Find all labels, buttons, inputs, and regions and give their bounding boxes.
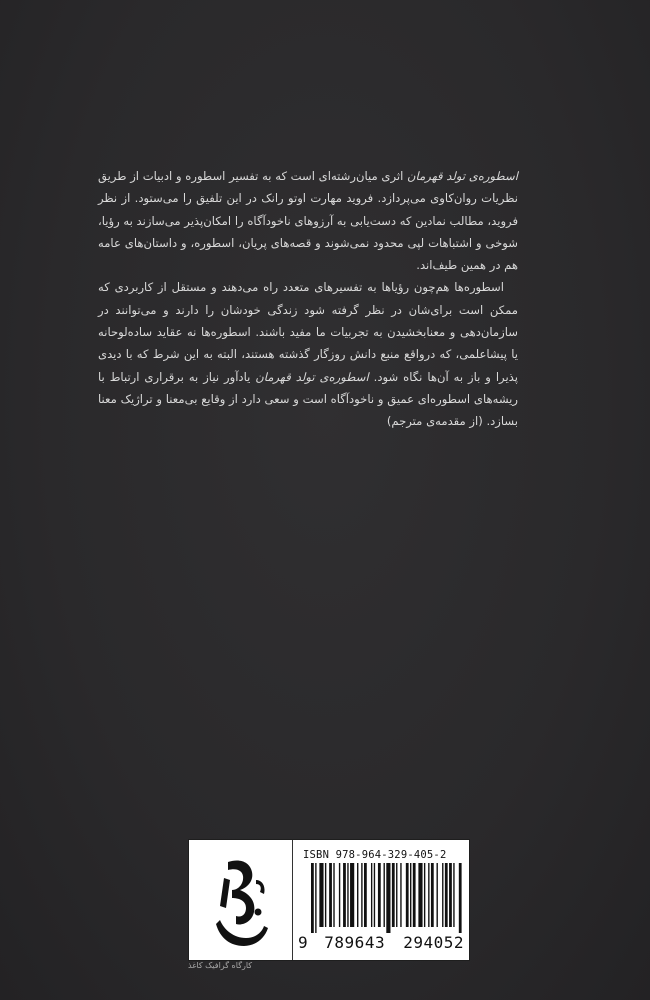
ean-right-group: 294052: [403, 933, 465, 952]
ean-first-digit: 9: [298, 933, 309, 952]
ean-left-group: 789643: [324, 933, 386, 952]
barcode-bar: [459, 863, 462, 933]
book-title-inline: اسطوره‌ی تولد قهرمان: [407, 169, 518, 183]
publisher-logo: [189, 840, 293, 960]
barcode-bars: [311, 863, 463, 933]
barcode-bar: [361, 863, 362, 927]
barcode-bar: [364, 863, 367, 927]
barcode-bar: [319, 863, 323, 927]
barcode-bar: [329, 863, 332, 927]
barcode-bar: [437, 863, 438, 927]
blurb-paragraph-2: [98, 276, 518, 432]
isbn-area: [293, 840, 469, 960]
barcode-box: [188, 839, 470, 961]
barcode-bar: [400, 863, 401, 927]
blurb-paragraph-2-body: یادآور نیاز به برقراری ارتباط با ریشه‌های اسطوره‌ای عمیق و ناخودآگاه است و سعی دارد از وقایع بی‌معنا و تراژیک معنا بسازد. (از مقدمه‌ی مترجم): [98, 369, 518, 429]
blurb-paragraph-1-body: اثری میان‌رشته‌ای است که به تفسیر اسطوره و ادبیات از طریق نظریات روان‌کاوی می‌پردازد. فروید مهارت اوتو رانک در این تلفیق را می‌ستود. از نظر فروید، مطالب نمادین که دست‌یابی به آرزوهای ناخودآگاه را امکان‌پذیر می‌سازند به رؤیا، شوخی و اشتباهات لپی محدود نمی‌شوند و قصه‌های پریان، اسطوره، و داستان‌های عامه هم در همین طیف‌اند.: [98, 169, 518, 273]
barcode-bar: [410, 863, 411, 927]
barcode-bar: [343, 863, 346, 927]
barcode-bar: [406, 863, 409, 927]
publisher-logo-icon: [206, 850, 276, 950]
barcode-bar: [442, 863, 443, 927]
barcode-bar: [413, 863, 416, 927]
barcode-bar: [431, 863, 434, 927]
blurb-text: [98, 165, 518, 433]
barcode-bar: [315, 863, 316, 933]
ean-digits: [298, 933, 468, 952]
barcode-bar: [386, 863, 390, 933]
barcode-bar: [392, 863, 395, 927]
barcode-bar: [378, 863, 381, 927]
design-credit: کارگاه گرافیک کاغذ: [188, 961, 253, 970]
isbn-label: ISBN 978-964-329-405-2: [303, 849, 447, 861]
barcode-bar: [374, 863, 375, 927]
barcode-bar: [325, 863, 326, 927]
barcode-bar: [333, 863, 334, 927]
barcode-bar: [357, 863, 358, 927]
barcode-bar: [311, 863, 314, 933]
blurb-paragraph-1: [98, 165, 518, 276]
blurb-paragraph-2-start: اسطوره‌ها هم‌چون رؤیاها به تفسیرهای متعدد راه می‌دهند و مستقل از کاربردی که ممکن است برای‌شان در نظر گرفته شود زندگی خودشان را دارند و می‌توانند در سازمان‌دهی و معنابخشیدن به تجربیات ما مفید باشند. اسطوره‌ها نه عقاید ساده‌لوحانه یا پیشاعلمی، که درواقع منبع دانش روزگار گذشته هستند، البته به این شرط که با دیدی پذیرا و باز به آن‌ها نگاه شود.: [98, 280, 518, 384]
barcode-bar: [347, 863, 348, 927]
barcode-bar: [449, 863, 452, 927]
book-title-inline-2: اسطوره‌ی تولد قهرمان: [255, 369, 369, 384]
barcode-bar: [445, 863, 448, 927]
barcode-bar: [371, 863, 372, 927]
barcode-bar: [350, 863, 354, 927]
barcode-bar: [396, 863, 397, 927]
barcode-bar: [453, 863, 454, 927]
barcode-bar: [418, 863, 422, 927]
barcode-bar: [424, 863, 425, 927]
barcode-bar: [428, 863, 429, 927]
barcode-bar: [384, 863, 385, 927]
barcode-bar: [339, 863, 340, 927]
